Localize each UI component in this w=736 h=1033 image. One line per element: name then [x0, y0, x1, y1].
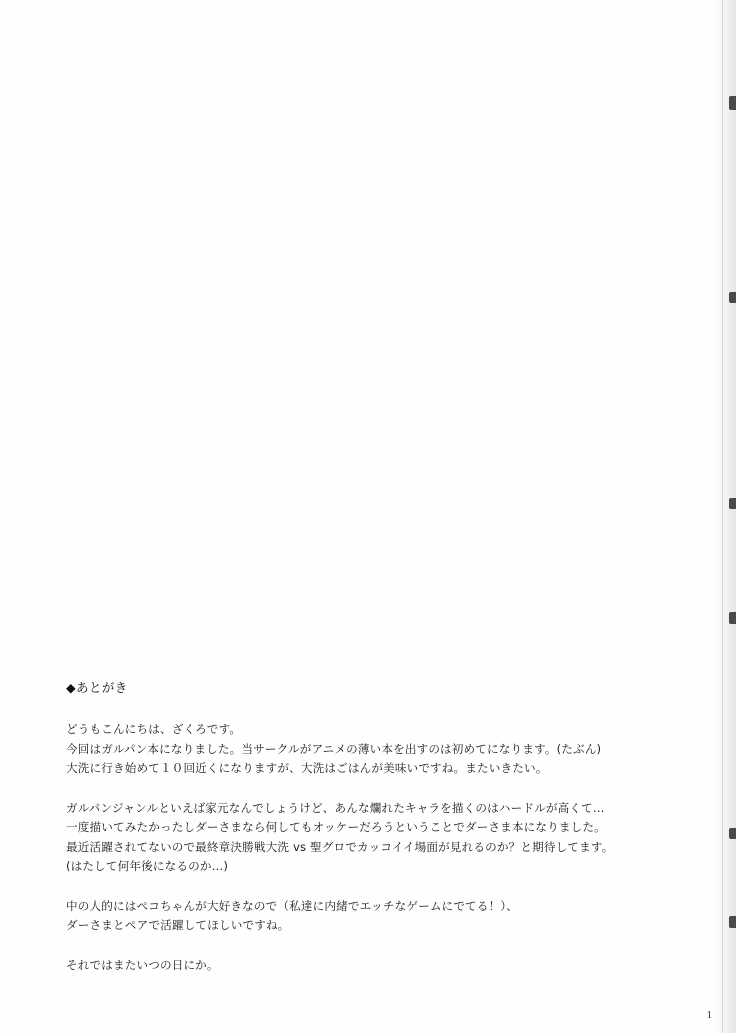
afterword-line: 中の人的にはペコちゃんが大好きなので（私達に内緒でエッチなゲームにでてる！）、 [66, 898, 518, 913]
afterword-paragraph-genre-talk [66, 799, 636, 877]
afterword-paragraph-peko-talk [66, 897, 636, 936]
binding-nick [729, 612, 736, 624]
afterword-line: どうもこんにちは、ざくろです。 [66, 722, 242, 736]
afterword-section [66, 678, 636, 975]
afterword-paragraph-closing [66, 956, 636, 976]
binding-nick [729, 498, 736, 509]
scan-edge-line [722, 0, 723, 1033]
afterword-line: 大洗に行き始めて１０回近くになりますが、大洗はごはんが美味いですね。またいきたい。 [66, 761, 548, 775]
page-number: 1 [706, 1009, 712, 1021]
afterword-line: 一度描いてみたかったしダーさまなら何してもオッケーだろうということでダーさま本になりました。 [66, 820, 606, 834]
afterword-line: ガルパンジャンルといえば家元なんでしょうけど、あんな爛れたキャラを描くのはハードルが高くて… [66, 800, 605, 815]
binding-nick [729, 292, 736, 303]
afterword-heading: ◆あとがき [66, 680, 128, 695]
afterword-paragraph-greeting [66, 720, 636, 779]
binding-nick [729, 916, 736, 928]
scan-edge-shadow [714, 0, 736, 1033]
afterword-line: ダーさまとペアで活躍してほしいですね。 [66, 918, 290, 932]
afterword-line: 最近活躍されてないので最終章決勝戦大洗 vs 聖グロでカッコイイ場面が見れるのか？と期待してます。 [66, 839, 614, 854]
afterword-line: それではまたいつの日にか。 [66, 957, 219, 972]
binding-nick [729, 828, 736, 839]
afterword-line: 今回はガルパン本になりました。当サークルがアニメの薄い本を出すのは初めてになります。(たぶん) [66, 741, 602, 756]
binding-nick [729, 96, 736, 110]
afterword-line: (はたして何年後になるのか…) [66, 859, 229, 873]
